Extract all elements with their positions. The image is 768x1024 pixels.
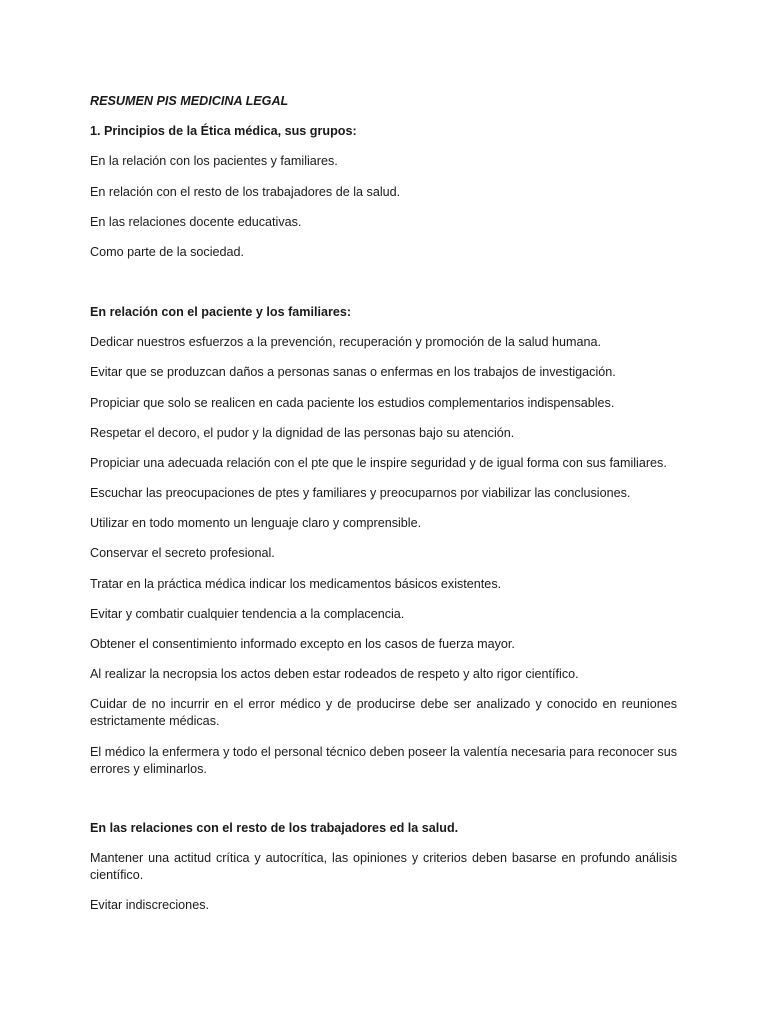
principle-item: Conservar el secreto profesional. bbox=[90, 546, 275, 561]
group-item: En las relaciones docente educativas. bbox=[90, 214, 302, 229]
group-item: En relación con el resto de los trabajadores de la salud. bbox=[90, 184, 401, 199]
section-heading-patient: En relación con el paciente y los familiares: bbox=[90, 304, 352, 319]
principle-item: Propiciar que solo se realicen en cada paciente los estudios complementarios indispensables. bbox=[90, 395, 615, 410]
principle-item: Obtener el consentimiento informado excepto en los casos de fuerza mayor. bbox=[90, 637, 515, 651]
principle-item: Escuchar las preocupaciones de ptes y familiares y preocuparnos por viabilizar las conclusiones. bbox=[90, 486, 631, 501]
document-body bbox=[90, 93, 677, 927]
principle-item: Cuidar de no incurrir en el error médico y de producirse debe ser analizado y conocido en reuniones estrictamente médicas. bbox=[90, 697, 677, 729]
principle-item: Respetar el decoro, el pudor y la dignidad de las personas bajo su atención. bbox=[90, 425, 515, 440]
principle-item: Al realizar la necropsia los actos deben estar rodeados de respeto y alto rigor científico. bbox=[90, 667, 579, 682]
group-item: Como parte de la sociedad. bbox=[90, 244, 245, 259]
document-title: RESUMEN PIS MEDICINA LEGAL bbox=[90, 94, 289, 108]
section-heading-workers: En las relaciones con el resto de los trabajadores ed la salud. bbox=[90, 820, 459, 835]
group-item: En la relación con los pacientes y familiares. bbox=[90, 154, 338, 169]
section-heading-principles: 1. Principios de la Ética médica, sus grupos: bbox=[90, 124, 357, 139]
principle-item: Evitar y combatir cualquier tendencia a la complacencia. bbox=[90, 606, 405, 621]
principle-item: El médico la enfermera y todo el personal técnico deben poseer la valentía necesaria para reconocer sus errores y eliminarlos. bbox=[90, 744, 677, 776]
principle-item: Mantener una actitud crítica y autocrítica, las opiniones y criterios deben basarse en profundo análisis científico. bbox=[90, 850, 677, 882]
principle-item: Utilizar en todo momento un lenguaje claro y comprensible. bbox=[90, 516, 422, 531]
principle-item: Dedicar nuestros esfuerzos a la prevención, recuperación y promoción de la salud humana. bbox=[90, 335, 602, 350]
principle-item: Evitar que se produzcan daños a personas sanas o enfermas en los trabajos de investigación. bbox=[90, 365, 616, 380]
principle-item: Propiciar una adecuada relación con el pte que le inspire seguridad y de igual forma con sus familiares. bbox=[90, 455, 667, 470]
principle-item: Tratar en la práctica médica indicar los medicamentos básicos existentes. bbox=[90, 576, 502, 591]
principle-item: Evitar indiscreciones. bbox=[90, 897, 209, 912]
